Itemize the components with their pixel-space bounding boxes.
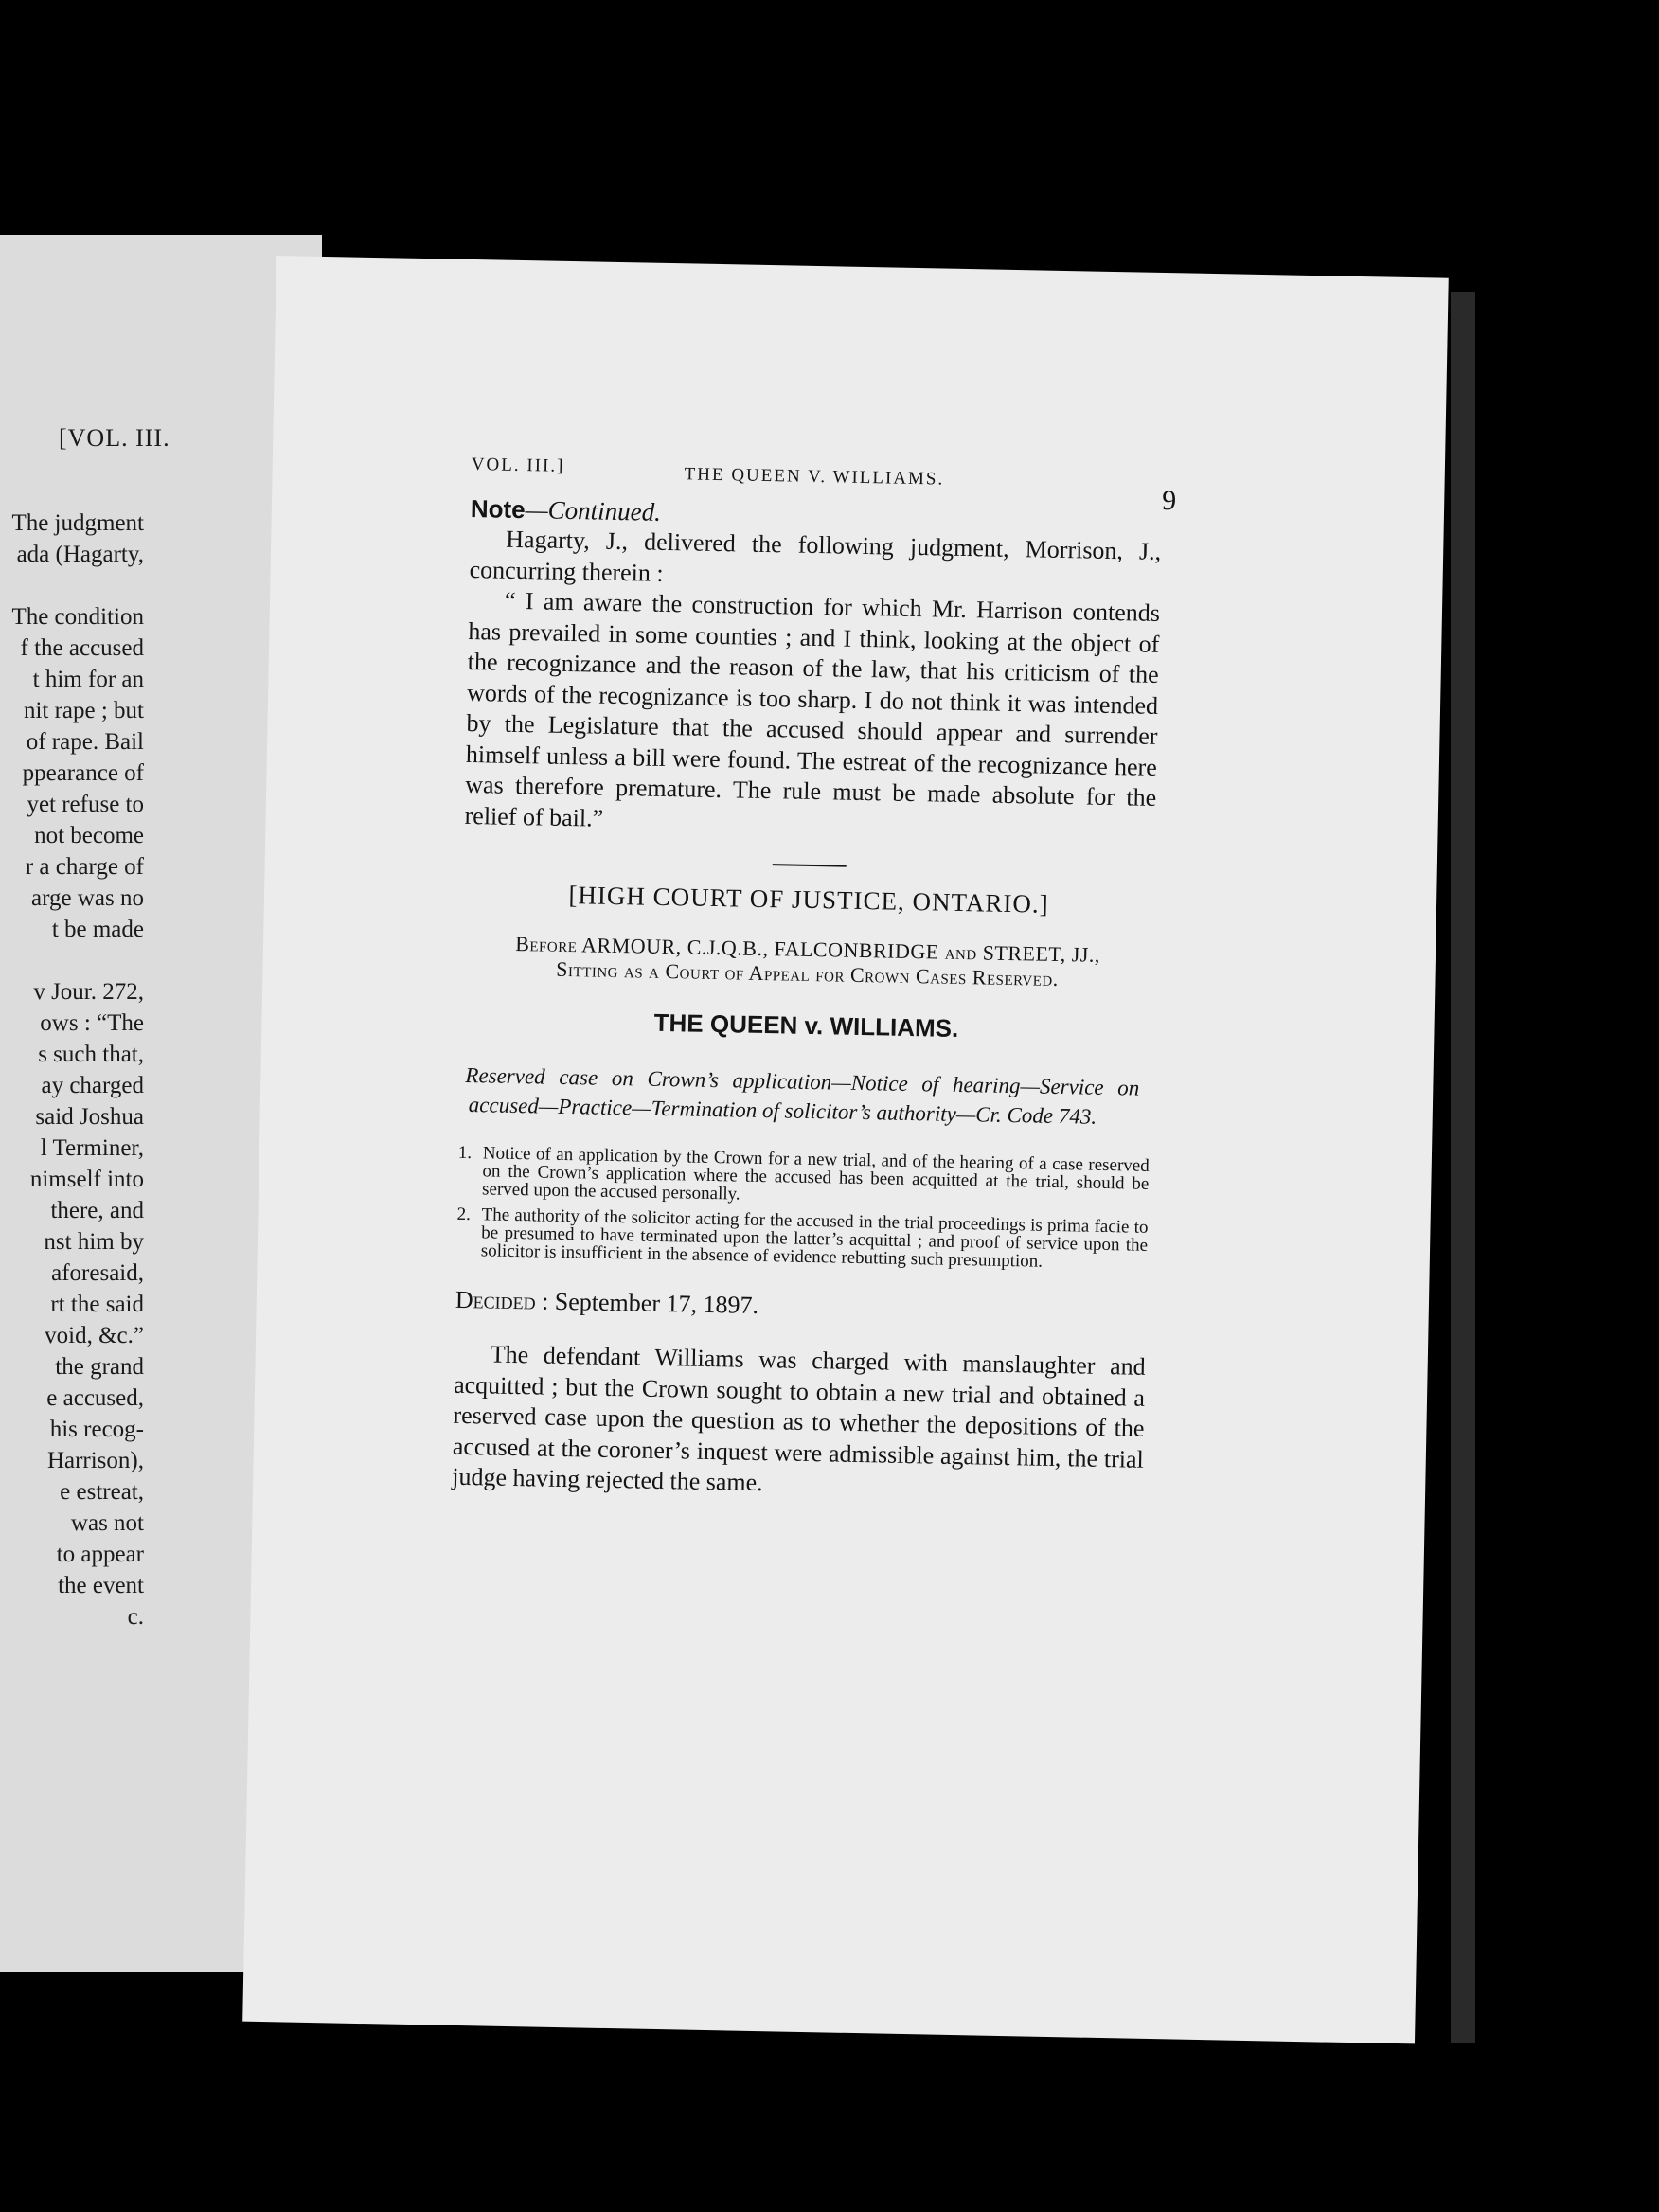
- left-page-line: c.: [127, 1604, 144, 1630]
- left-page-line: e estreat,: [60, 1479, 144, 1505]
- left-page-line: nst him by: [44, 1229, 144, 1255]
- left-page-line: r a charge of: [25, 854, 144, 880]
- point-number: 1.: [457, 1142, 473, 1164]
- left-page-line: v Jour. 272,: [33, 979, 144, 1005]
- left-page-line: ppearance of: [22, 760, 144, 786]
- left-page-line: the grand: [55, 1354, 144, 1380]
- point-text: The authority of the solicitor acting for the accused in the trial proceedings is prima facie to be presumed to have terminated upon the latter’s acquittal ; and proof of service upon the solicitor is insufficient in the absence of evidence rebutting such presumption.: [480, 1204, 1149, 1272]
- running-title: THE QUEEN V. WILLIAMS.: [684, 464, 945, 490]
- decided-line: [455, 1286, 1147, 1328]
- left-page-line: ows : “The: [40, 1010, 144, 1036]
- left-page-line: rt the said: [50, 1292, 144, 1317]
- left-page-line: of rape. Bail: [26, 729, 144, 755]
- left-page-line: void, &c.”: [45, 1323, 144, 1348]
- left-page-line: was not: [70, 1510, 144, 1536]
- sitting-line: Sitting as a Court of Appeal for Crown Cases Reserved.: [556, 956, 1060, 990]
- page-number: 9: [1161, 485, 1177, 517]
- left-page-line: nit rape ; but: [23, 698, 144, 723]
- headnote-summary: Reserved case on Crown’s application—Notice of hearing—Service on accused—Practice—Termination of solicitor’s authority—Cr. Code 743.: [465, 1062, 1140, 1129]
- left-page-line: the event: [58, 1573, 144, 1598]
- left-page-line: The judgment: [11, 510, 144, 536]
- page-edge: [1451, 292, 1475, 2043]
- left-page-line: to appear: [56, 1542, 144, 1567]
- case-title: THE QUEEN v. WILLIAMS.: [653, 1008, 959, 1043]
- left-page-line: there, and: [50, 1198, 144, 1223]
- note-paragraph: Hagarty, J., delivered the following judgment, Morrison, J., concurring therein :: [469, 525, 1162, 587]
- left-page-line: ada (Hagarty,: [16, 542, 144, 567]
- right-page: [242, 256, 1449, 2043]
- headnote-points: [456, 1144, 1150, 1273]
- left-page-line: ay charged: [41, 1073, 144, 1098]
- left-page-line: aforesaid,: [51, 1260, 144, 1286]
- headnote-point: [456, 1205, 1149, 1273]
- headnote-point: [457, 1144, 1150, 1211]
- left-page-line: not become: [34, 823, 144, 848]
- left-page-line: nimself into: [29, 1167, 144, 1192]
- note-label: Note: [470, 493, 526, 525]
- statement-paragraph: The defendant Williams was charged with manslaughter and acquitted ; but the Crown sought to obtain a new trial and obtained a reserved case upon the question as to whether the depositions of the accused at the coroner’s inquest were admissible against him, the trial judge having rejected the same.: [452, 1340, 1146, 1497]
- note-continued: —Continued.: [525, 495, 662, 526]
- left-page-line: said Joshua: [35, 1104, 144, 1130]
- decided-date: : September 17, 1897.: [541, 1287, 759, 1319]
- point-text: Notice of an application by the Crown for a new trial, and of the hearing of a case reserved on the Crown’s application where the accused has been acquitted at the trial, should be served upon the accused personally.: [481, 1143, 1150, 1204]
- section-divider: [773, 864, 847, 866]
- left-page-line: arge was no: [31, 885, 144, 911]
- left-page-line: l Terminer,: [40, 1135, 144, 1161]
- left-page-line: t him for an: [32, 667, 144, 692]
- left-page-line: The condition: [11, 604, 144, 630]
- left-page-line: s such that,: [38, 1042, 144, 1067]
- bench-line: Before ARMOUR, C.J.Q.B., FALCONBRIDGE and STREET, JJ.,: [514, 931, 1101, 967]
- left-page-line: e accused,: [46, 1385, 144, 1411]
- volume-label: VOL. III.]: [471, 454, 565, 476]
- left-page-line: f the accused: [20, 635, 144, 661]
- left-page-line: t be made: [51, 917, 144, 942]
- note-quote: “ I am aware the construction for which Mr. Harrison contends has prevailed in some counties ; and I think, looking at the object of the recognizance and the reason of the law, that his criticism of the words of the recognizance is too sharp. I do not think it was intended by the Legislature that the accused should appear and surrender himself unless a bill were found. The estreat of the recognizance here was therefore premature. The rule must be made absolute for the relief of bail.”: [464, 586, 1161, 832]
- left-page-header: [VOL. III.: [59, 424, 170, 452]
- left-page-line: Harrison),: [46, 1448, 144, 1473]
- left-page-line: his recog-: [49, 1417, 144, 1442]
- decided-label: Decided: [455, 1285, 536, 1315]
- court-heading: [HIGH COURT OF JUSTICE, ONTARIO.]: [568, 881, 1049, 919]
- left-page-line: yet refuse to: [27, 792, 144, 817]
- page-content: [452, 454, 1177, 1506]
- point-number: 2.: [456, 1204, 472, 1225]
